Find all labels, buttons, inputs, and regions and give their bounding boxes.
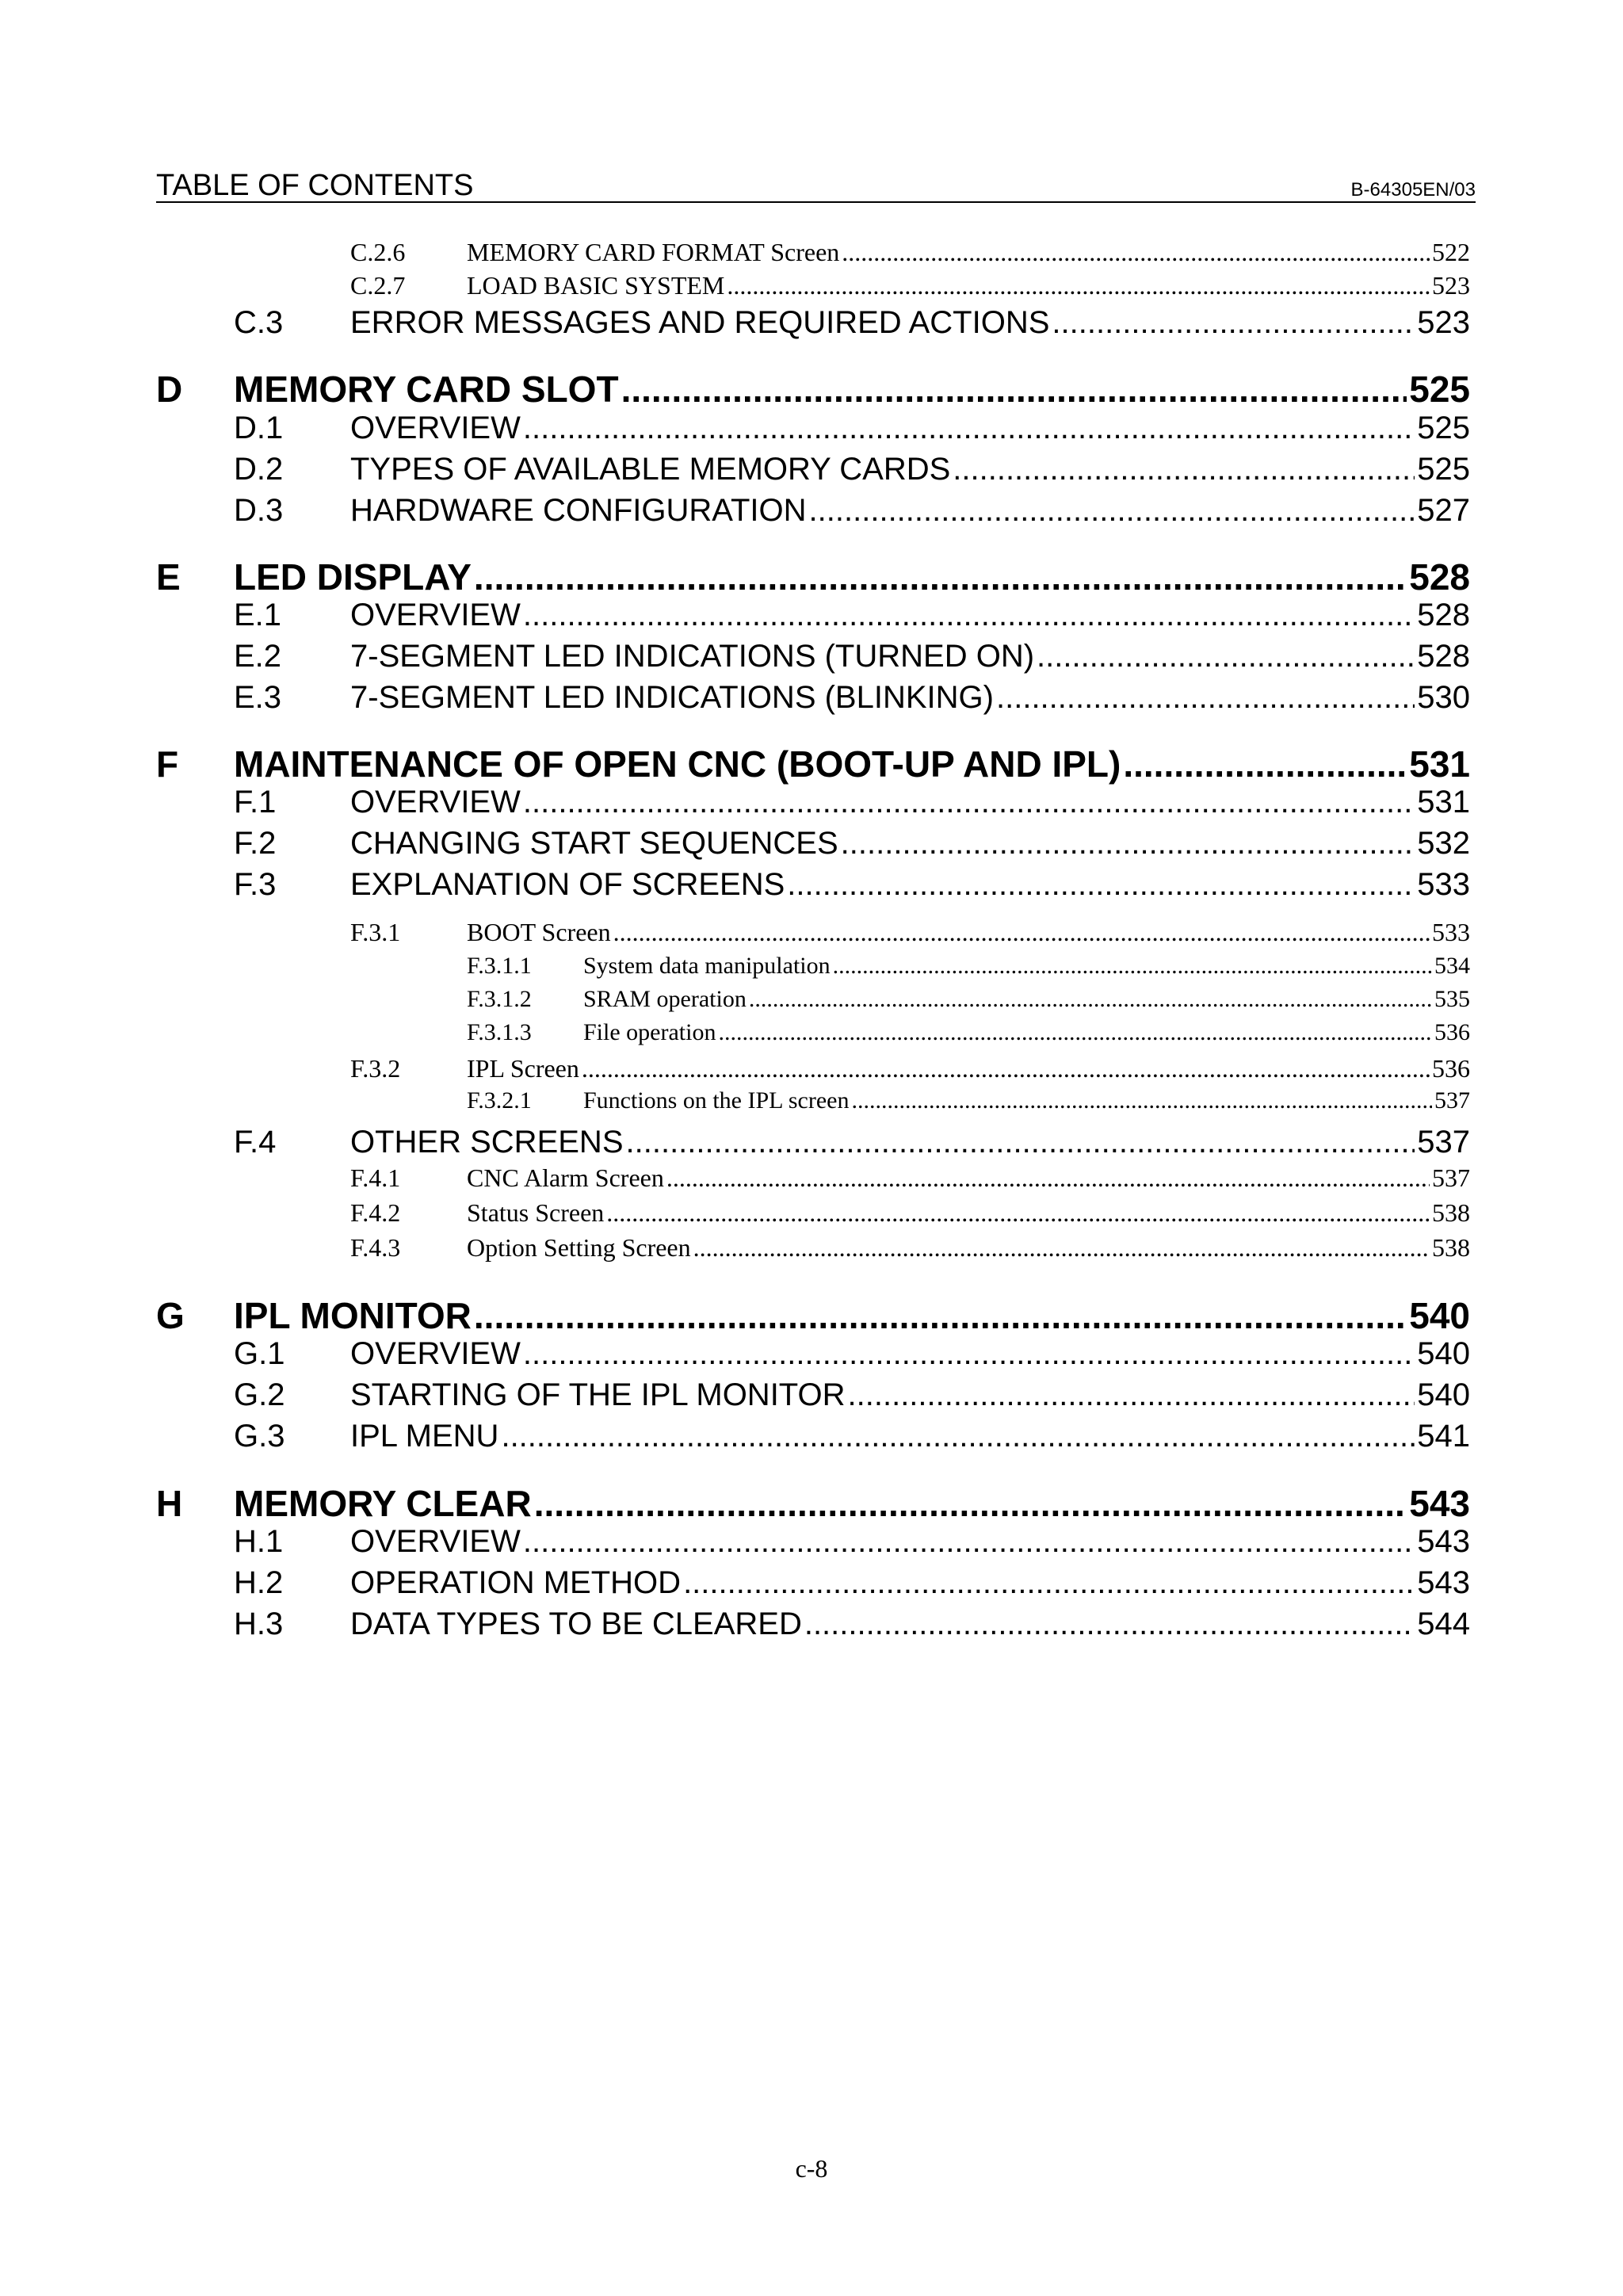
dot-leader (809, 493, 1415, 529)
toc-entry[interactable] (156, 1482, 1470, 1525)
toc-entry-page: 525 (1417, 411, 1470, 445)
dot-leader (474, 1294, 1407, 1337)
toc-entry[interactable] (234, 493, 1470, 529)
page-number-footer: c-8 (795, 2154, 828, 2183)
toc-entry-title: OVERVIEW (350, 411, 521, 445)
dot-leader (841, 826, 1415, 861)
toc-entry-page: 533 (1432, 918, 1470, 946)
dot-leader (606, 1198, 1430, 1228)
toc-entry-number: F.3.1.1 (467, 953, 532, 979)
toc-entry[interactable] (234, 1565, 1470, 1601)
dot-leader (613, 918, 1430, 947)
toc-entry-title: MEMORY CARD FORMAT Screen (467, 238, 840, 266)
toc-entry-number: F.4.2 (350, 1198, 401, 1227)
toc-entry-page: 528 (1409, 556, 1470, 598)
toc-entry-title: BOOT Screen (467, 918, 611, 946)
toc-entry-number: G.2 (234, 1377, 285, 1412)
toc-entry-page: 538 (1432, 1198, 1470, 1227)
toc-entry-page: 541 (1417, 1419, 1470, 1454)
toc-entry-page: 534 (1434, 953, 1470, 979)
toc-entry-page: 528 (1417, 598, 1470, 632)
toc-entry-page: 525 (1417, 452, 1470, 487)
toc-entry-number: F.3.1.2 (467, 986, 532, 1012)
toc-entry-page: 537 (1432, 1163, 1470, 1192)
toc-entry-title: IPL MONITOR (234, 1295, 472, 1336)
toc-entry-number: F.4 (234, 1125, 277, 1159)
toc-entry-page: 540 (1417, 1336, 1470, 1371)
toc-entry-number: F.3.2 (350, 1054, 401, 1083)
dot-leader (1052, 305, 1415, 341)
toc-entry-number: H.1 (234, 1524, 284, 1559)
toc-entry-page: 536 (1432, 1054, 1470, 1083)
toc-entry-page: 538 (1432, 1233, 1470, 1262)
toc-entry[interactable] (234, 1377, 1470, 1413)
toc-entry-title: Status Screen (467, 1198, 605, 1227)
dot-leader (842, 238, 1430, 267)
toc-entry-number: F.4.1 (350, 1163, 401, 1192)
dot-leader (523, 598, 1415, 633)
toc-entry[interactable] (350, 918, 1470, 947)
toc-entry-number: G (156, 1295, 185, 1336)
toc-entry-number: H.2 (234, 1565, 284, 1600)
toc-entry-title: 7-SEGMENT LED INDICATIONS (BLINKING) (350, 680, 994, 715)
toc-entry[interactable] (234, 1606, 1470, 1642)
dot-leader (666, 1163, 1430, 1193)
dot-leader (621, 368, 1407, 411)
toc-entry-page: 543 (1417, 1565, 1470, 1600)
toc-entry[interactable] (234, 785, 1470, 820)
header-title: TABLE OF CONTENTS (156, 169, 474, 202)
toc-entry-title: SRAM operation (583, 986, 747, 1012)
dot-leader (1037, 639, 1415, 674)
dot-leader (718, 1019, 1432, 1046)
toc-entry-page: 522 (1432, 238, 1470, 266)
toc-entry[interactable] (350, 271, 1470, 300)
toc-entry-number: D.3 (234, 493, 284, 528)
dot-leader (693, 1233, 1430, 1263)
toc-entry-number: C.3 (234, 305, 284, 340)
dot-leader (787, 867, 1415, 903)
toc-entry[interactable] (234, 1336, 1470, 1372)
page-header (156, 170, 1476, 203)
document-number: B-64305EN/03 (1350, 179, 1476, 201)
toc-entry-number: E.3 (234, 680, 282, 715)
dot-leader (523, 411, 1415, 446)
toc-entry[interactable] (234, 598, 1470, 633)
toc-entry[interactable] (234, 1524, 1470, 1560)
toc-entry-title: CNC Alarm Screen (467, 1163, 664, 1192)
toc-entry-title: DATA TYPES TO BE CLEARED (350, 1606, 802, 1641)
toc-entry-page: 530 (1417, 680, 1470, 715)
dot-leader (953, 452, 1415, 487)
toc-entry[interactable] (350, 1163, 1470, 1193)
toc-entry-number: F.4.3 (350, 1233, 401, 1262)
toc-entry-number: C.2.6 (350, 238, 406, 266)
toc-entry-title: STARTING OF THE IPL MONITOR (350, 1377, 846, 1412)
toc-entry-page: 543 (1409, 1483, 1470, 1524)
toc-entry-page: 544 (1417, 1606, 1470, 1641)
dot-leader (683, 1565, 1415, 1601)
toc-entry-title: OVERVIEW (350, 1524, 521, 1559)
toc-entry[interactable] (234, 452, 1470, 487)
toc-entry-title: ERROR MESSAGES AND REQUIRED ACTIONS (350, 305, 1050, 340)
toc-entry[interactable] (350, 238, 1470, 267)
toc-entry-number: D.1 (234, 411, 284, 445)
toc-entry-number: F (156, 743, 179, 785)
dot-leader (749, 986, 1432, 1013)
toc-entry-title: 7-SEGMENT LED INDICATIONS (TURNED ON) (350, 639, 1035, 674)
toc-entry[interactable] (350, 1198, 1470, 1228)
toc-entry-title: LED DISPLAY (234, 556, 472, 598)
toc-entry[interactable] (467, 986, 1470, 1013)
dot-leader (804, 1606, 1415, 1642)
toc-entry[interactable] (156, 743, 1470, 785)
toc-entry-title: Functions on the IPL screen (583, 1087, 850, 1114)
toc-entry-page: 528 (1417, 639, 1470, 674)
toc-entry-page: 533 (1417, 867, 1470, 902)
toc-entry-number: F.3.1 (350, 918, 401, 946)
toc-entry-page: 532 (1417, 826, 1470, 861)
toc-entry-page: 523 (1417, 305, 1470, 340)
toc-entry[interactable] (234, 305, 1470, 341)
dot-leader (474, 556, 1407, 598)
toc-entry-title: MEMORY CARD SLOT (234, 369, 619, 410)
toc-entry[interactable] (467, 1087, 1470, 1114)
dot-leader (523, 1336, 1415, 1372)
toc-entry-title: OVERVIEW (350, 785, 521, 819)
toc-entry-title: MEMORY CLEAR (234, 1483, 532, 1524)
toc-entry[interactable] (156, 556, 1470, 598)
toc-entry-number: F.3.1.3 (467, 1019, 532, 1045)
toc-entry-number: E (156, 556, 181, 598)
toc-entry-title: OTHER SCREENS (350, 1125, 624, 1159)
dot-leader (523, 1524, 1415, 1560)
toc-entry-page: 537 (1417, 1125, 1470, 1159)
toc-entry[interactable] (467, 953, 1470, 980)
toc-entry-number: E.1 (234, 598, 282, 632)
toc-entry-number: F.1 (234, 785, 277, 819)
toc-entry-page: 525 (1409, 369, 1470, 410)
toc-entry[interactable] (467, 1019, 1470, 1046)
toc-entry-page: 540 (1417, 1377, 1470, 1412)
toc-entry[interactable] (234, 411, 1470, 446)
toc-entry[interactable] (350, 1054, 1470, 1083)
toc-entry-title: TYPES OF AVAILABLE MEMORY CARDS (350, 452, 951, 487)
toc-entry-page: 535 (1434, 986, 1470, 1012)
dot-leader (534, 1482, 1407, 1525)
toc-entry-page: 531 (1417, 785, 1470, 819)
toc-entry-title: EXPLANATION OF SCREENS (350, 867, 785, 902)
dot-leader (727, 271, 1430, 300)
toc-entry-title: OVERVIEW (350, 598, 521, 632)
toc-entry-page: 527 (1417, 493, 1470, 528)
toc-entry-page: 531 (1409, 743, 1470, 785)
toc-entry[interactable] (234, 680, 1470, 716)
toc-entry-title: System data manipulation (583, 953, 831, 979)
toc-entry-title: OPERATION METHOD (350, 1565, 682, 1600)
toc-entry-title: CHANGING START SEQUENCES (350, 826, 838, 861)
toc-entry-title: MAINTENANCE OF OPEN CNC (BOOT-UP AND IPL) (234, 743, 1121, 785)
dot-leader (582, 1054, 1430, 1083)
toc-entry-number: H.3 (234, 1606, 284, 1641)
dot-leader (848, 1377, 1415, 1413)
toc-entry-title: HARDWARE CONFIGURATION (350, 493, 807, 528)
toc-entry[interactable] (234, 826, 1470, 861)
dot-leader (501, 1419, 1415, 1454)
dot-leader (1123, 743, 1407, 785)
toc-entry-number: C.2.7 (350, 271, 406, 300)
toc-entry[interactable] (156, 368, 1470, 411)
toc-entry-title: File operation (583, 1019, 716, 1045)
toc-entry-title: OVERVIEW (350, 1336, 521, 1371)
toc-entry-title: IPL MENU (350, 1419, 499, 1454)
toc-entry[interactable] (234, 1419, 1470, 1454)
toc-entry-page: 523 (1432, 271, 1470, 300)
dot-leader (852, 1087, 1433, 1114)
toc-entry-number: F.3 (234, 867, 277, 902)
toc-entry-page: 537 (1434, 1087, 1470, 1114)
toc-entry[interactable] (350, 1233, 1470, 1263)
toc-entry-number: F.3.2.1 (467, 1087, 532, 1114)
toc-entry-number: G.1 (234, 1336, 285, 1371)
toc-entry-title: Option Setting Screen (467, 1233, 691, 1262)
toc-entry-number: F.2 (234, 826, 277, 861)
toc-entry-page: 543 (1417, 1524, 1470, 1559)
toc-entry[interactable] (234, 639, 1470, 674)
toc-entry[interactable] (234, 1125, 1470, 1160)
dot-leader (833, 953, 1432, 980)
toc-entry-title: IPL Screen (467, 1054, 579, 1083)
toc-entry-number: E.2 (234, 639, 282, 674)
dot-leader (523, 785, 1415, 820)
toc-entry-page: 536 (1434, 1019, 1470, 1045)
toc-entry[interactable] (156, 1294, 1470, 1337)
dot-leader (996, 680, 1415, 716)
toc-entry-number: D (156, 369, 183, 410)
toc-entry[interactable] (234, 867, 1470, 903)
toc-entry-number: D.2 (234, 452, 284, 487)
toc-entry-number: H (156, 1483, 183, 1524)
toc-entry-number: G.3 (234, 1419, 285, 1454)
toc-entry-title: LOAD BASIC SYSTEM (467, 271, 725, 300)
dot-leader (626, 1125, 1415, 1160)
toc-entry-page: 540 (1409, 1295, 1470, 1336)
